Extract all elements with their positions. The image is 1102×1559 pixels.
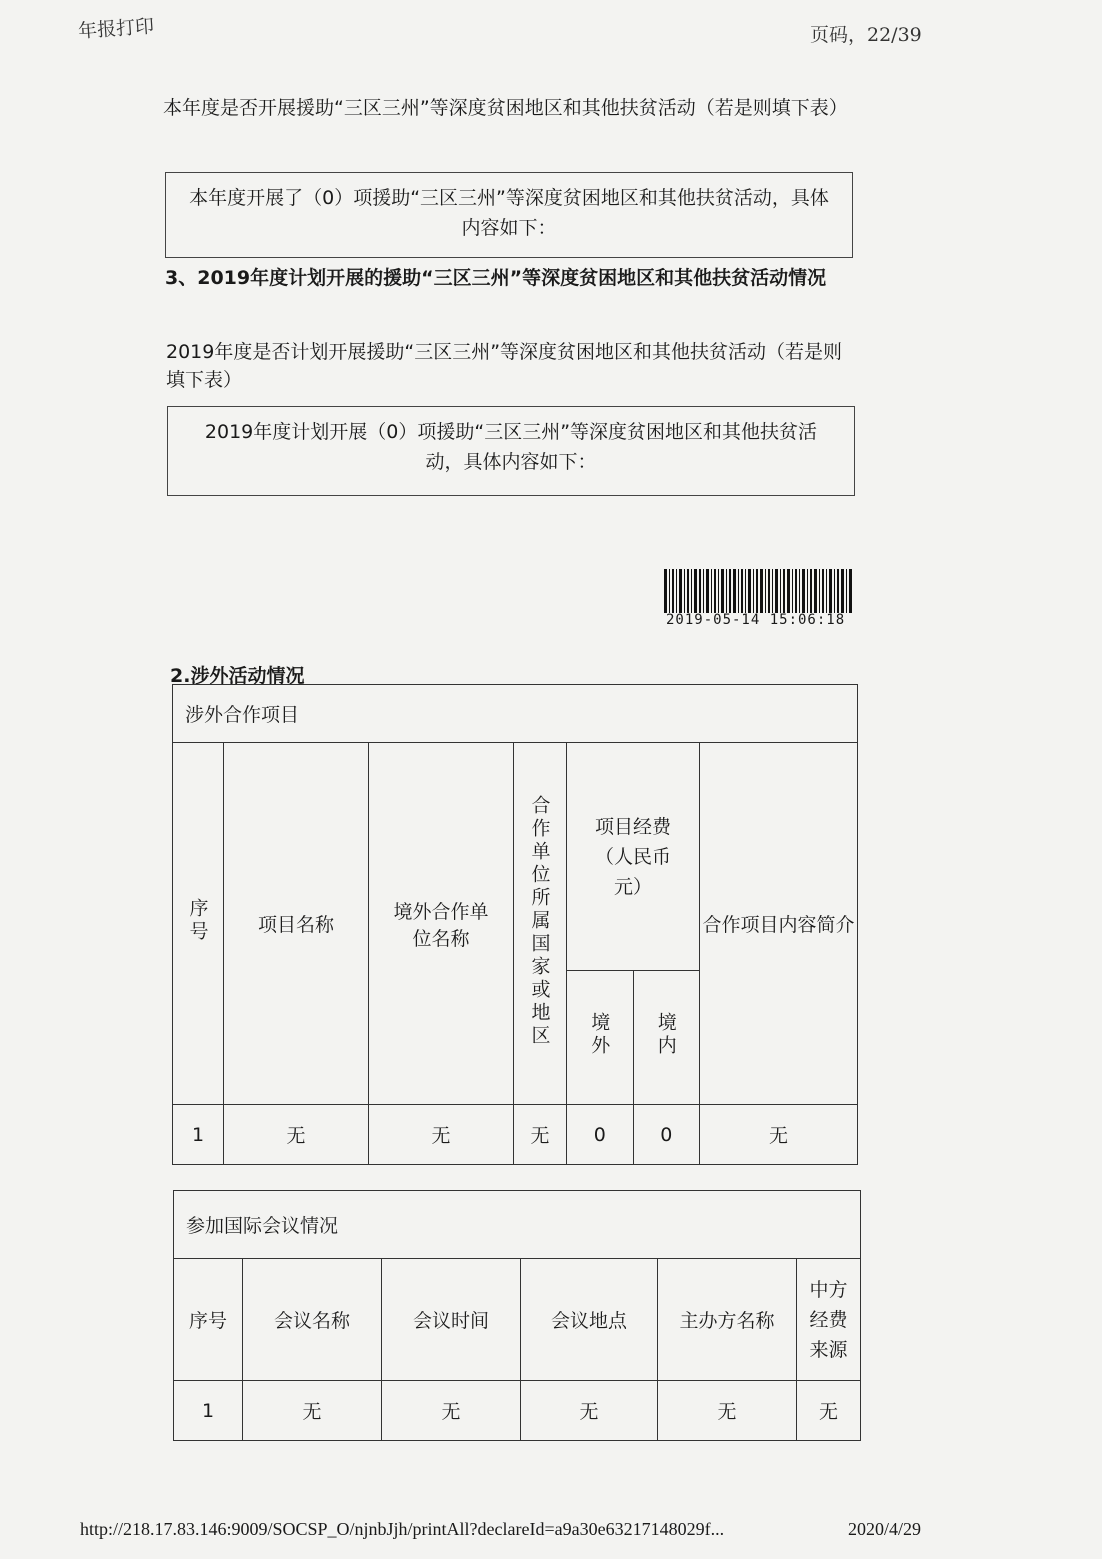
table-row [174,1381,861,1441]
header-conf-time: 会议时间 [382,1259,521,1381]
header-seq: 序号 [173,743,224,1105]
cell-partner-country: 无 [514,1105,567,1165]
cell-seq: 1 [173,1105,224,1165]
cell-project-summary: 无 [700,1105,858,1165]
table-row [173,1105,858,1165]
intl-conference-table [173,1190,861,1441]
activity-count-box [165,172,853,258]
print-timestamp: 2019-05-14 15:06:18 [666,612,846,628]
cell-conf-seq: 1 [174,1381,243,1441]
print-label: 年报打印 [77,15,155,43]
cell-foreign-partner: 无 [369,1105,514,1165]
cell-conf-name: 无 [243,1381,382,1441]
activity-count-text: 本年度开展了（0）项援助“三区三州”等深度贫困地区和其他扶贫活动，具体内容如下： [189,187,829,239]
cell-project-name: 无 [224,1105,369,1165]
header-abroad: 境外 [567,971,634,1105]
header-conf-location: 会议地点 [521,1259,658,1381]
barcode [664,569,852,613]
page-number: 页码，22/39 [810,24,922,46]
question-text: 本年度是否开展援助“三区三州”等深度贫困地区和其他扶贫活动（若是则填下表） [163,97,848,119]
cell-domestic: 0 [633,1105,700,1165]
header-conf-seq: 序号 [174,1259,243,1381]
section-heading: 3、2019年度计划开展的援助“三区三州”等深度贫困地区和其他扶贫活动情况 [165,267,827,289]
conf-table-title: 参加国际会议情况 [174,1191,861,1259]
cell-conf-location: 无 [521,1381,658,1441]
cell-abroad: 0 [567,1105,634,1165]
coop-projects-table [172,684,858,1165]
header-project-funding: 项目经费（人民币元） [567,743,700,971]
cell-conf-funding-source: 无 [797,1381,861,1441]
foreign-activities-heading: 2.涉外活动情况 [170,665,305,687]
cell-conf-time: 无 [382,1381,521,1441]
plan-count-box [167,406,855,496]
header-conf-host: 主办方名称 [658,1259,797,1381]
header-conf-name: 会议名称 [243,1259,382,1381]
plan-question-text: 2019年度是否计划开展援助“三区三州”等深度贫困地区和其他扶贫活动（若是则填下表） [166,341,843,391]
footer-date: 2020/4/29 [848,1519,922,1539]
header-project-name: 项目名称 [224,743,369,1105]
cell-conf-host: 无 [658,1381,797,1441]
plan-count-text: 2019年度计划开展（0）项援助“三区三州”等深度贫困地区和其他扶贫活动，具体内容如下： [204,421,818,473]
footer-url[interactable]: http://218.17.83.146:9009/SOCSP_O/njnbJjh/printAll?declareId=a9a30e63217148029f... [80,1519,725,1539]
header-partner-country: 合作单位所属国家或地区 [514,743,567,1105]
header-foreign-partner: 境外合作单位名称 [369,743,514,1105]
header-project-summary: 合作项目内容简介 [700,743,858,1105]
coop-table-title: 涉外合作项目 [173,685,858,743]
header-domestic: 境内 [633,971,700,1105]
header-conf-funding-source: 中方经费来源 [797,1259,861,1381]
